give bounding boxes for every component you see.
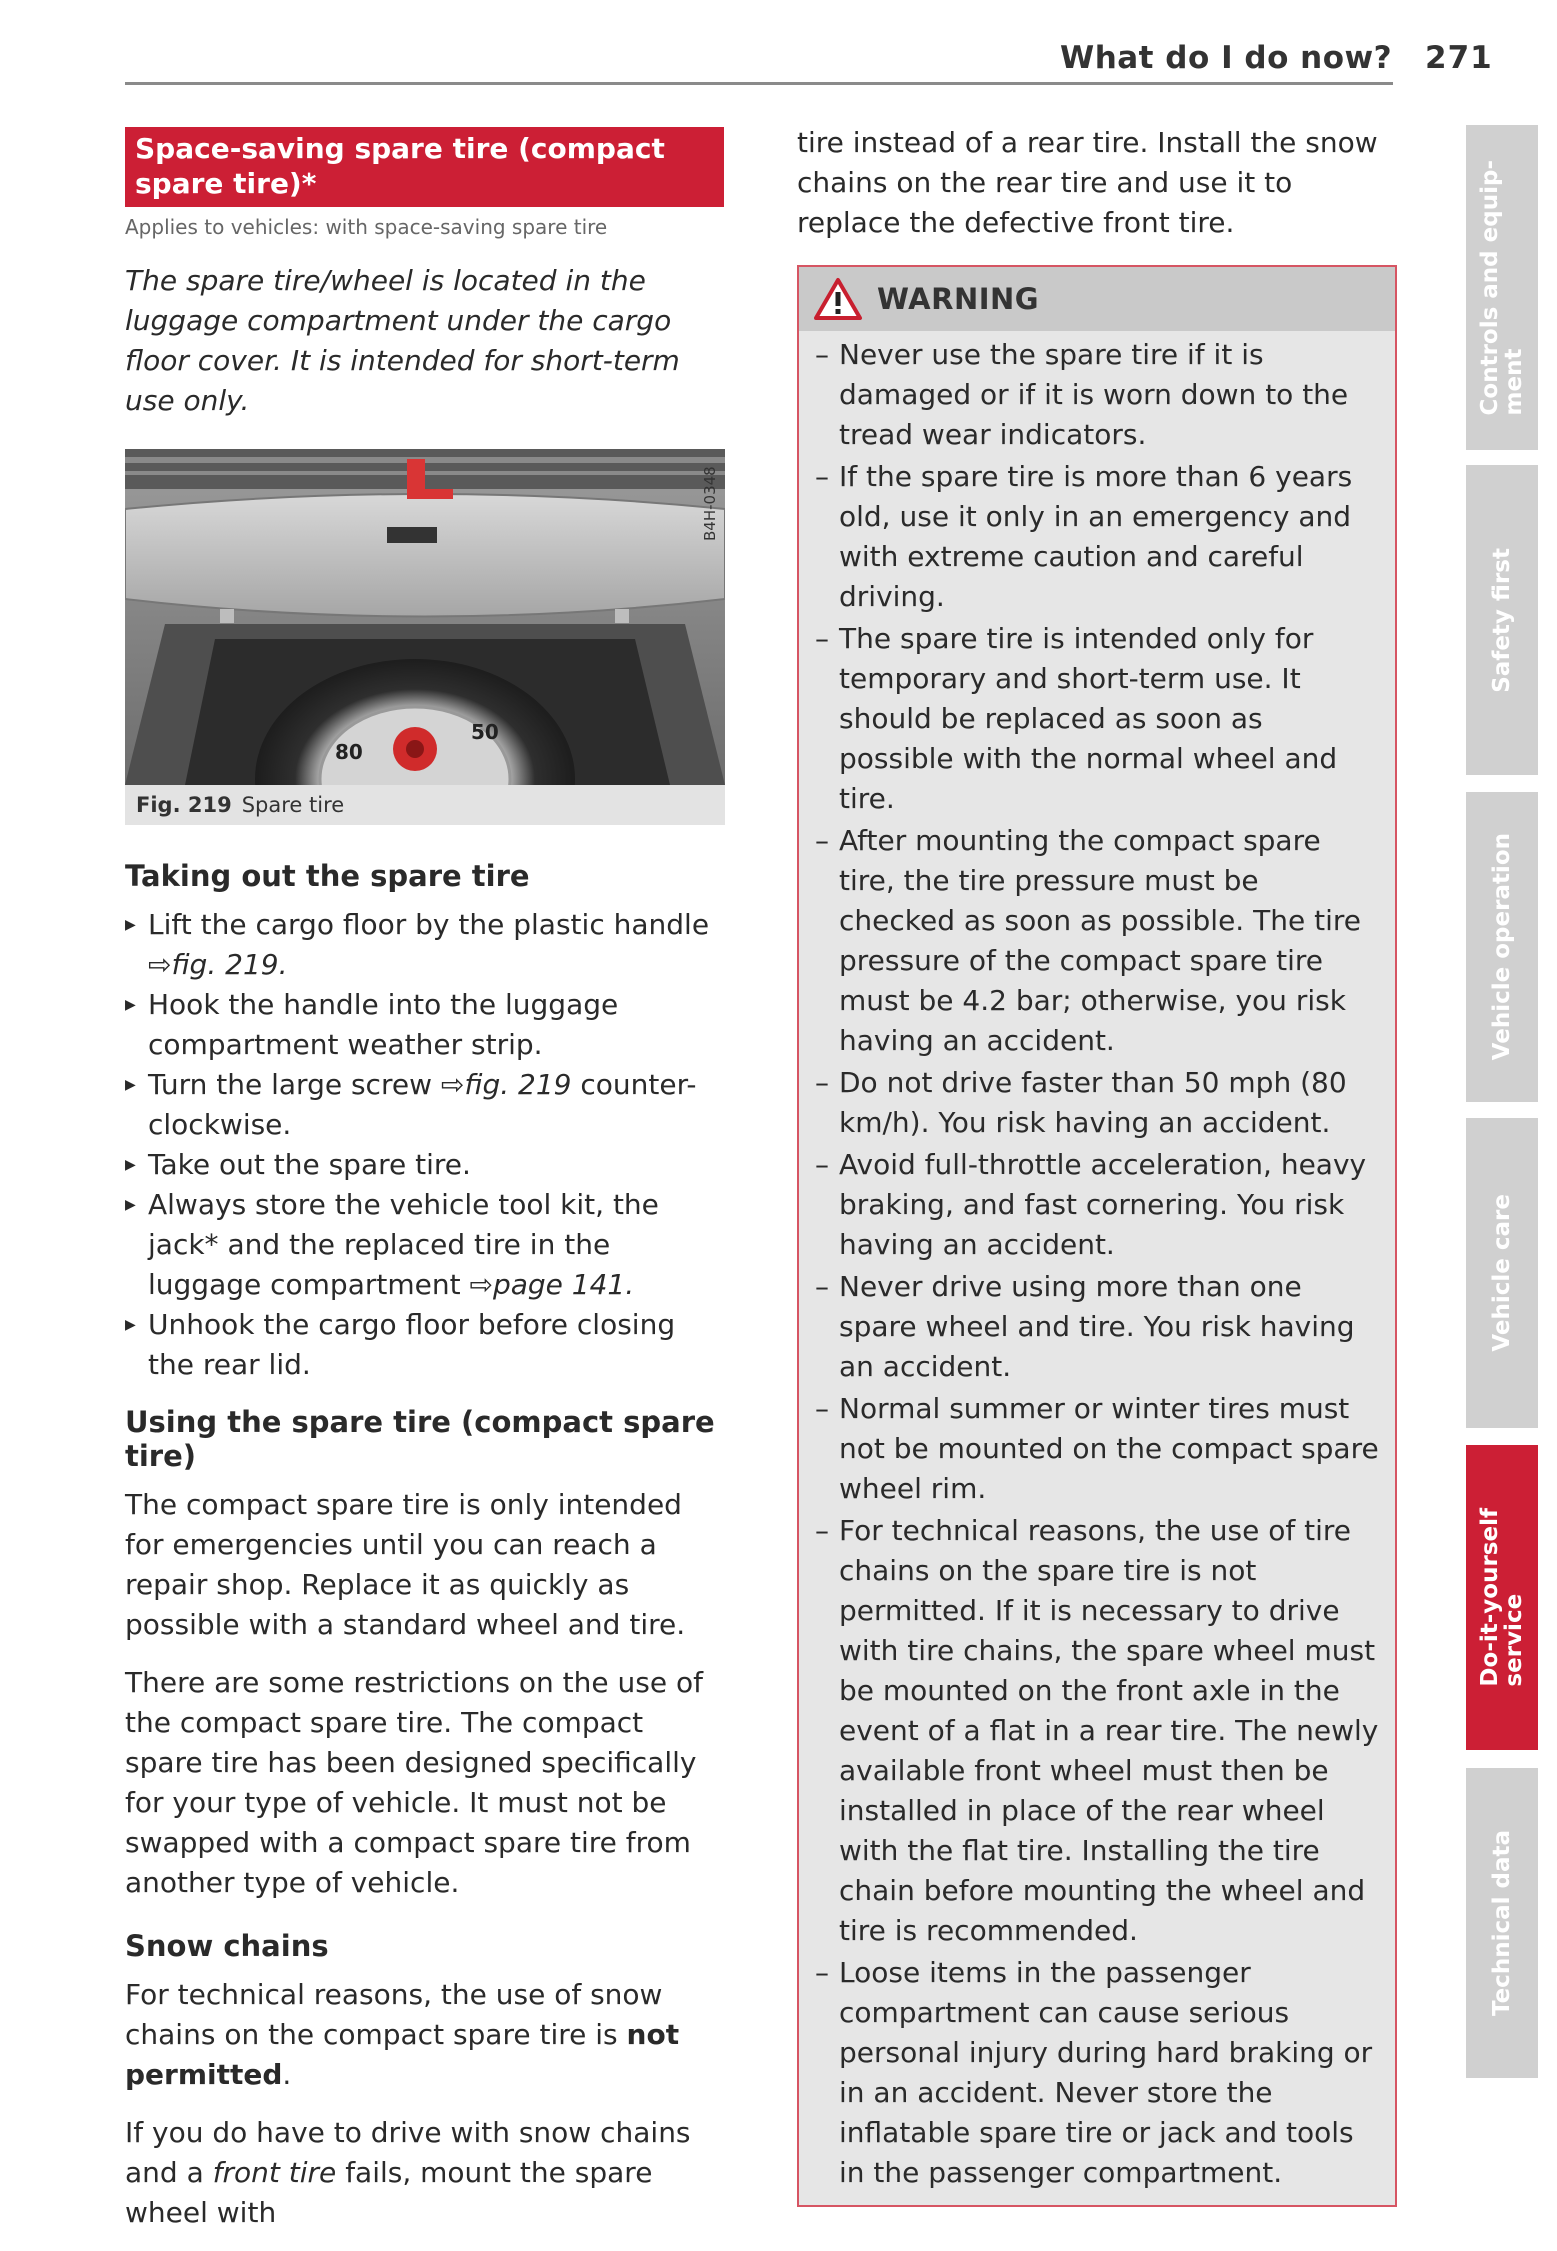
snow-chains-heading: Snow chains bbox=[125, 1929, 329, 1963]
snow-text: For technical reasons, the use of snow chains on the compact spare tire is bbox=[125, 1978, 663, 2051]
figure-code: B4H-0348 bbox=[701, 466, 719, 541]
front-tire-text: front tire bbox=[212, 2156, 337, 2189]
snow-text-end: . bbox=[282, 2058, 292, 2091]
warning-item: – Never drive using more than one spare wheel and tire. You risk having an accident. bbox=[813, 1267, 1381, 1387]
tab-label: Vehicle care bbox=[1489, 1194, 1515, 1352]
figure-label: Fig. 219 bbox=[136, 793, 232, 817]
using-heading: Using the spare tire (compact spare tire) bbox=[125, 1405, 715, 1473]
not-permitted-text: not permitted bbox=[125, 2018, 680, 2091]
taking-out-steps bbox=[125, 905, 725, 1385]
intro-text: The spare tire/wheel is located in the luggage compartment under the cargo floor cover. It is intended for short-term use only. bbox=[125, 264, 680, 417]
warning-item: – Avoid full-throttle acceleration, heavy braking, and fast cornering. You risk having an accident. bbox=[813, 1145, 1381, 1265]
step-item bbox=[125, 1185, 725, 1305]
warning-list bbox=[799, 331, 1395, 2205]
tab-vehicle-care[interactable] bbox=[1466, 1118, 1538, 1428]
step-item: ▶ Take out the spare tire. bbox=[125, 1145, 725, 1185]
fig-219-link[interactable]: ⇨fig. 219. bbox=[148, 948, 288, 981]
step-item bbox=[125, 905, 725, 985]
tire-number-left: 80 bbox=[335, 740, 363, 764]
snow-text: fails, mount the spare wheel with bbox=[125, 2156, 653, 2229]
warning-item: – Do not drive faster than 50 mph (80 km/h). You risk having an accident. bbox=[813, 1063, 1381, 1143]
fig-219-link[interactable]: ⇨fig. 219 bbox=[440, 1068, 572, 1101]
tab-safety-first[interactable] bbox=[1466, 465, 1538, 775]
snow-paragraph-1 bbox=[125, 1975, 725, 2095]
warning-item: – The spare tire is intended only for temporary and short-term use. It should be replaced as soon as possible with the normal wheel and tire. bbox=[813, 619, 1381, 819]
spare-tire-illustration bbox=[125, 449, 725, 785]
page-141-link[interactable]: ⇨page 141. bbox=[469, 1268, 635, 1301]
left-column bbox=[125, 127, 725, 2251]
warning-item: – After mounting the compact spare tire, the tire pressure must be checked as soon as possible. The tire pressure of the compact spare tire must be 4.2 bar; otherwise, you risk having an accident. bbox=[813, 821, 1381, 1061]
applies-to-note: Applies to vehicles: with space-saving spare tire bbox=[125, 215, 608, 239]
tab-controls-and-equipment[interactable] bbox=[1466, 125, 1538, 450]
using-paragraph-2: There are some restrictions on the use of the compact spare tire. The compact spare tire has been designed specifically for your type of vehicle. It must not be swapped with a compact spare tire from another type of vehicle. bbox=[125, 1666, 703, 1899]
step-item bbox=[125, 1065, 725, 1145]
step-item: ▶ Unhook the cargo floor before closing the rear lid. bbox=[125, 1305, 725, 1385]
warning-item: – If the spare tire is more than 6 years old, use it only in an emergency and with extreme caution and careful driving. bbox=[813, 457, 1381, 617]
section-title: Space-saving spare tire (compact spare tire)* bbox=[125, 127, 724, 207]
warning-title: WARNING bbox=[877, 282, 1040, 316]
tire-number-right: 50 bbox=[471, 720, 499, 744]
warning-item: – Loose items in the passenger compartment can cause serious personal injury during hard braking or in an accident. Never store the inflatable spare tire or jack and tools in the passenger compartment. bbox=[813, 1953, 1381, 2193]
tab-label: Vehicle operation bbox=[1489, 833, 1515, 1061]
figure-219 bbox=[125, 449, 725, 825]
warning-triangle-icon bbox=[813, 277, 863, 321]
header-divider bbox=[125, 82, 1393, 85]
tab-do-it-yourself-service[interactable] bbox=[1466, 1445, 1538, 1750]
step-text: Always store the vehicle tool kit, the jack* and the replaced tire in the luggage compartment bbox=[148, 1188, 659, 1301]
step-text: Turn the large screw bbox=[148, 1068, 432, 1101]
step-text: Lift the cargo floor by the plastic handle bbox=[148, 908, 710, 941]
snow-paragraph-2 bbox=[125, 2113, 725, 2233]
right-column bbox=[797, 123, 1397, 2207]
tab-label: Do-it-yourself service bbox=[1477, 1508, 1527, 1687]
page-number: 271 bbox=[1425, 40, 1493, 76]
warning-header bbox=[799, 267, 1395, 331]
warning-item: – Never use the spare tire if it is damaged or if it is worn down to the tread wear indicators. bbox=[813, 335, 1381, 455]
snow-text: If you do have to drive with snow chains and a bbox=[125, 2116, 691, 2189]
tab-label: Technical data bbox=[1489, 1829, 1515, 2017]
using-paragraph-1: The compact spare tire is only intended for emergencies until you can reach a repair shop. Replace it as quickly as possible with a standard wheel and tire. bbox=[125, 1488, 686, 1641]
warning-box bbox=[797, 265, 1397, 2207]
tab-label: Safety first bbox=[1489, 547, 1515, 693]
tab-technical-data[interactable] bbox=[1466, 1768, 1538, 2078]
step-text: counter-clockwise. bbox=[148, 1068, 697, 1141]
tab-label: Controls and equip- ment bbox=[1477, 159, 1527, 416]
warning-item: – For technical reasons, the use of tire chains on the spare tire is not permitted. If it is necessary to drive with tire chains, the spare wheel must be mounted on the front axle in the event of a flat in a rear tire. The newly available front wheel must then be installed in place of the rear wheel with the flat tire. Installing the tire chain before mounting the wheel and tire is recommended. bbox=[813, 1511, 1381, 1951]
step-item: ▶ Hook the handle into the luggage compartment weather strip. bbox=[125, 985, 725, 1065]
page-header-title: What do I do now? bbox=[1060, 40, 1393, 76]
taking-out-heading: Taking out the spare tire bbox=[125, 859, 530, 893]
figure-caption bbox=[125, 785, 725, 825]
continued-paragraph: tire instead of a rear tire. Install the snow chains on the rear tire and use it to replace the defective front tire. bbox=[797, 126, 1378, 239]
warning-item: – Normal summer or winter tires must not be mounted on the compact spare wheel rim. bbox=[813, 1389, 1381, 1509]
figure-caption-text: Spare tire bbox=[241, 793, 345, 817]
tab-vehicle-operation[interactable] bbox=[1466, 792, 1538, 1102]
